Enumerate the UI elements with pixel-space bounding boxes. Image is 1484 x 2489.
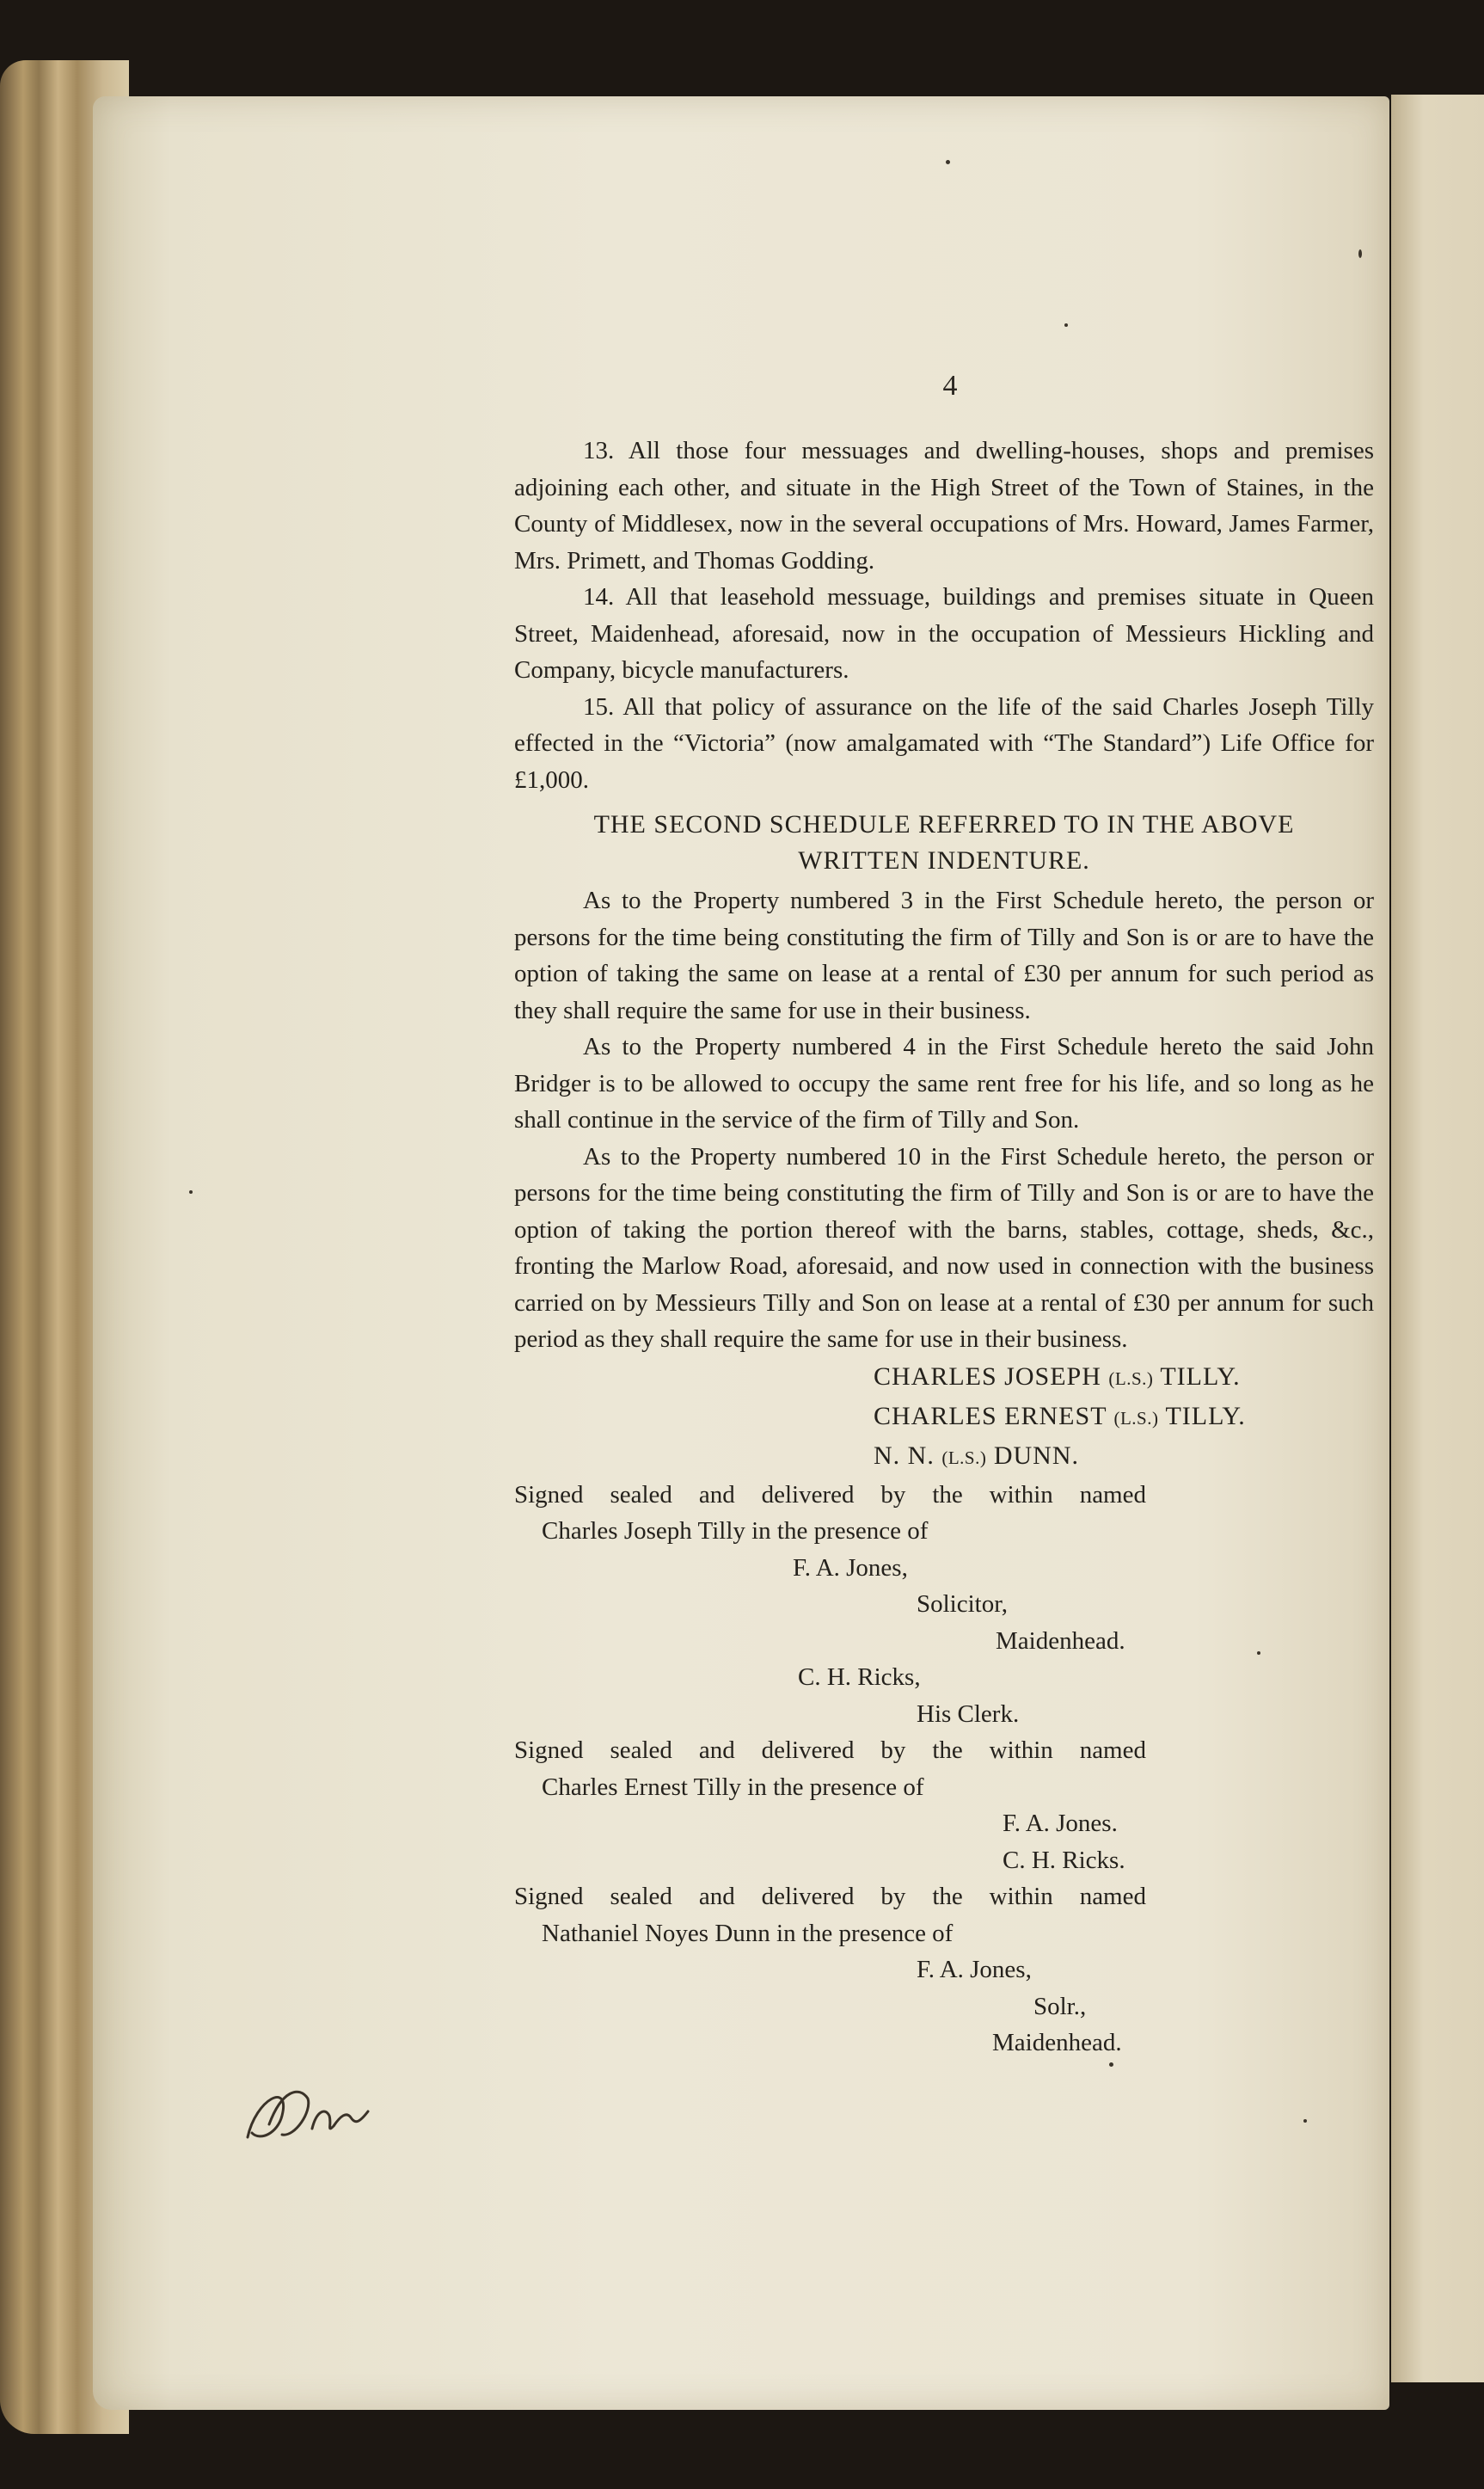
party-line: N. N. (L.S.) DUNN. bbox=[874, 1441, 1080, 1470]
witness-line: His Clerk. bbox=[917, 1699, 1020, 1728]
party-line: CHARLES JOSEPH (L.S.) TILLY. bbox=[874, 1361, 1241, 1391]
heading-line-2: WRITTEN INDENTURE. bbox=[798, 846, 1090, 875]
attestation-clause: Signed sealed and delivered by the within named bbox=[514, 1736, 1146, 1764]
page-number: 4 bbox=[942, 370, 958, 402]
schedule-paragraph-1: As to the Property numbered 3 in the First Schedule hereto, the person or persons for the time being constituting the firm of Tilly and Son is or are to have the option of taking the same on lease at a rental of £30 per annum for such period as they shall require the same for use in their business. bbox=[514, 887, 1374, 1024]
paper-speck bbox=[189, 1190, 193, 1194]
witness-line: Maidenhead. bbox=[996, 1626, 1125, 1655]
paper-speck bbox=[1064, 323, 1068, 327]
attestation-signer: Charles Joseph Tilly in the presence of bbox=[542, 1517, 929, 1545]
attestation-clause: Signed sealed and delivered by the within named bbox=[514, 1883, 1146, 1910]
witness-line: F. A. Jones, bbox=[793, 1553, 908, 1582]
schedule-paragraph-3: As to the Property numbered 10 in the First Schedule hereto, the person or persons for the time being constituting the firm of Tilly and Son is or are to have the option of taking the portion thereof with the barns, stables, cottage, sheds, &c., fronting the Marlow Road, aforesaid, and now used in connection with the business carried on by Messieurs Tilly and Son on lease at a rental of £30 per annum for such period as they shall require the same for use in their business. bbox=[514, 1142, 1374, 1353]
document-body bbox=[514, 433, 1374, 2062]
witness-line: F. A. Jones, bbox=[917, 1956, 1032, 1983]
witness-line: Solr., bbox=[1033, 1992, 1087, 2020]
handwritten-signature bbox=[230, 2064, 377, 2150]
witness-line: Maidenhead. bbox=[992, 2029, 1122, 2056]
second-schedule-heading bbox=[514, 807, 1374, 879]
witness-line: Solicitor, bbox=[917, 1590, 1008, 1618]
paper-speck bbox=[1358, 249, 1362, 258]
schedule-paragraph-2: As to the Property numbered 4 in the First Schedule hereto the said John Bridger is to be allowed to occupy the same rent free for his life, and so long as he shall continue in the service of the firm of Tilly and Son. bbox=[514, 1033, 1374, 1134]
facing-page-edge bbox=[1391, 95, 1484, 2382]
paper-speck bbox=[1257, 1651, 1260, 1655]
paragraph-13: 13. All those four messuages and dwelling-houses, shops and premises adjoining each other, and situate in the High Street of the Town of Staines, in the County of Middlesex, now in the several occupations of Mrs. Howard, James Farmer, Mrs. Primett, and Thomas Godding. bbox=[514, 437, 1374, 575]
attestation-signer: Charles Ernest Tilly in the presence of bbox=[542, 1773, 924, 1801]
paragraph-14: 14. All that leasehold messuage, buildings and premises situate in Queen Street, Maidenhead, aforesaid, now in the occupation of Messieurs Hickling and Company, bicycle manufacturers. bbox=[514, 583, 1374, 684]
witness-line: C. H. Ricks. bbox=[1003, 1846, 1125, 1874]
paper-speck bbox=[946, 160, 950, 164]
attestation-1 bbox=[514, 1477, 1374, 1733]
paper-speck bbox=[1303, 2119, 1307, 2123]
heading-line-1: THE SECOND SCHEDULE REFERRED TO IN THE ABOVE bbox=[593, 810, 1295, 839]
attestation-signer: Nathaniel Noyes Dunn in the presence of bbox=[542, 1919, 954, 1947]
party-signatures bbox=[514, 1358, 1374, 1477]
attestation-3 bbox=[514, 1878, 1374, 2062]
witness-line: F. A. Jones. bbox=[1003, 1810, 1118, 1837]
paper-speck bbox=[1109, 2062, 1113, 2067]
attestation-2 bbox=[514, 1732, 1374, 1878]
paragraph-15: 15. All that policy of assurance on the life of the said Charles Joseph Tilly effected in the “Victoria” (now amalgamated with “The Standard”) Life Office for £1,000. bbox=[514, 692, 1374, 794]
witness-line: C. H. Ricks, bbox=[798, 1663, 921, 1691]
attestation-clause: Signed sealed and delivered by the within named bbox=[514, 1480, 1146, 1509]
party-line: CHARLES ERNEST (L.S.) TILLY. bbox=[874, 1401, 1246, 1430]
